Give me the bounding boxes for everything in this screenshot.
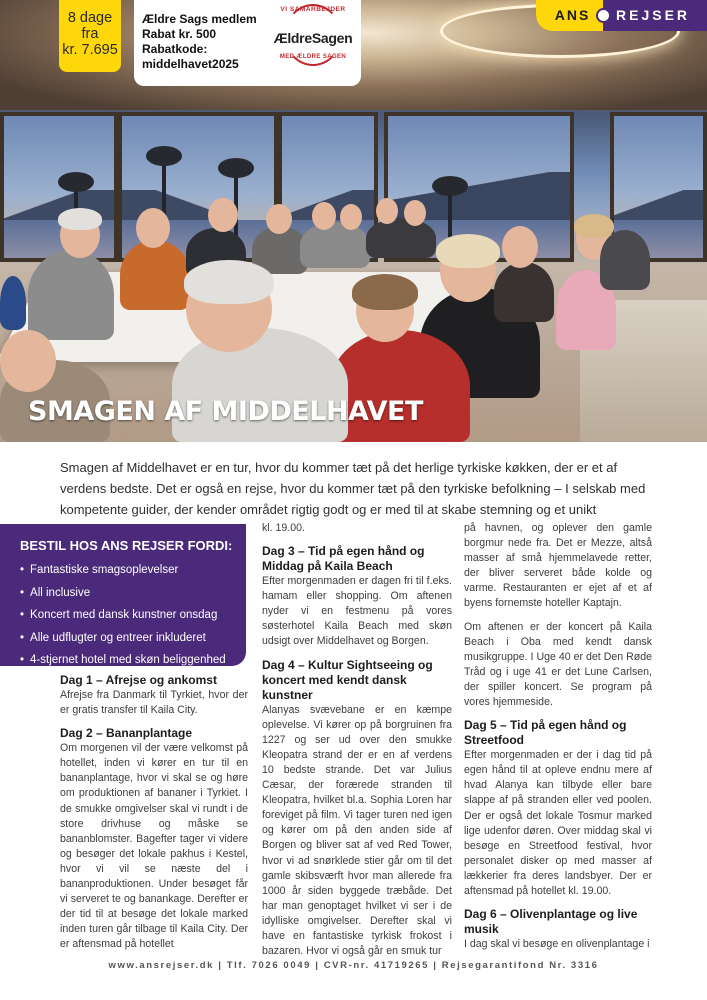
intro-paragraph: Smagen af Middelhavet er en tur, hvor du kommer tæt på det herlige tyrkiske køkken, der er et af verdens bedste. Det er også en rejse, hvor du kommer tæt på den tyrkiske befolkning – I selskab med kompetente guider, der kender området rigtig godt og er med til at skabe stemning og et unikt [60,460,646,517]
logo-ans: ANS [536,0,603,31]
guest-head [136,208,170,248]
why-list-item: • 4-stjernet hotel med skøn beliggenhed [20,649,246,672]
member-line: Ældre Sags medlem [142,12,257,26]
day-3-title: Dag 3 – Tid på egen hånd og Middag på Kaila Beach [262,544,425,574]
guest-head [340,204,362,230]
aeldre-sagen-seal [272,6,354,76]
member-discount-text [142,12,272,72]
itinerary-column-2 [262,521,452,967]
why-list-item: • All inclusive [20,582,246,605]
logo-rejser: REJSER [616,7,691,23]
guest-head [376,198,398,224]
price-badge [59,0,121,72]
guest-head [0,330,56,392]
guest-hair [58,208,102,230]
day-6-text: I dag skal vi besøge en olivenplantage i [464,938,650,951]
why-list-item: • Fantastiske smagsoplevelser [20,559,246,582]
why-list-item: • Koncert med dansk kunstner onsdag [20,604,246,627]
guest-head [266,204,292,234]
guest [120,240,190,310]
ans-rejser-logo [536,0,707,31]
guest-head [404,200,426,226]
guest-head [502,226,538,268]
day-2-text: Om morgenen vil der være velkomst på hotellet, inden vi kører en tur til en bananplantage, hvor vi skal se og høre om produktionen af bananer i Tyrkiet. I de smukke omgivelser skal vi rundt i de store drivhuse og måske se bananblomster. Bagefter tager vi videre og besøger det lokale pakhus i Kestel, hvor vi vil se næste del i bananproduktionen. Under besøget får vi serveret te og banankage. Derefter er der tid til at besøge det lokale marked inden turen går tilbage til Kaila City. Der er aftensmad på hotellet [60,742,248,951]
guest-head [208,198,238,232]
day-6-title: Dag 6 – Olivenplantage og live musik [464,907,638,937]
why-book-box [0,524,246,666]
guest-hair [574,214,614,238]
member-line: Rabatkode: [142,42,208,56]
guest-hair [184,260,274,304]
hero-photo [0,0,707,442]
member-line: Rabat kr. 500 [142,27,217,41]
day-5-title: Dag 5 – Tid på egen hånd og Streetfood [464,718,627,748]
seal-top-text: VI SAMARBEJDER [280,6,346,13]
seal-bottom-text: MED ÆLDRE SAGEN [279,54,347,60]
logo-dot-icon [596,8,611,23]
price-badge-from: fra [81,26,99,42]
day-4-text: Alanyas svævebane er en kæmpe oplevelse. Vi kører op på borgruinen fra 1227 og ser ud over den smukke Kleopatra strand der er en af verdens 10 bedste strande. Det var Julius Cæsar, der forærede stranden til Kleopatra, hvilket bl.a. Sophia Loren har foreviget på film. Vi tager turen ned igen og kører om på den anden side af Borgen og bliver sat af ved Red Tower, hvor vi ad snørklede stier går om til det gamle skibsværft hvor man allerede fra 1000 år siden byggede træbåde. Det har man genoptaget hvilket vi ser i de idylliske omgivelser. Derefter skal vi have en fantastiske tyrkisk frokost i bazaren. Hvor vi også går en smuk tur [262,703,452,958]
day-3-text: Efter morgenmaden er dagen fri til f.eks. hamam eller shopping. Om aftenen nyder vi en festmenu på vores søsterhotel Kaila Beach med skøn udsigt over Middelhavet og Borgen. [262,575,452,648]
guest [366,218,436,258]
guest [0,276,26,330]
itinerary-column-1 [60,673,248,961]
price-badge-price: kr. 7.695 [62,42,118,58]
day-4-concert-text: Om aftenen er der koncert på Kaila Beach i Oba med kendt dansk musikgruppe. I Uge 40 er det Den Røde Tråd og i uge 41 er det Lune Carlsen, der spiller koncert. Se program på vores hjemmeside. [464,620,652,709]
why-list-item: • Alle udflugter og entreer inkluderet [20,627,246,650]
day-1-title: Dag 1 – Afrejse og ankomst [60,673,217,687]
day-5-text: Efter morgenmaden er der i dag tid på egen hånd til at opleve endnu mere af hvad Alanya kan tilbyde eller bare slappe af på stranden eller ved poolen. Der er også det lokale Tosmur marked lige udenfor døren. Over middag skal vi besøge en Streetfood festival, hvor personalet disker op med masser af lækkerier fra deres landsbyer. Der er aftensmad på hotellet kl. 19.00. [464,749,652,897]
itinerary-column-3 [464,521,652,960]
day-4-text-continued: på havnen, og oplever den gamle borgmur nede fra. Det er Mezze, altså masser af små hjemmelavede retter, der bliver serveret både kolde og varme. Restauranten er ejet af et af byens fornemste hoteller Kaptajn. [464,522,652,610]
day-1-text: Afrejse fra Danmark til Tyrkiet, hvor der er gratis transfer til Kaila City. [60,689,248,717]
guest [300,222,370,268]
day-2-title: Dag 2 – Bananplantage [60,726,193,741]
price-badge-days: 8 dage [67,10,113,26]
page-title: SMAGEN AF MIDDELHAVET [28,396,423,427]
guest [494,262,554,322]
discount-code: middelhavet2025 [142,57,239,71]
member-discount-box [134,0,361,86]
guest-hair [352,274,418,310]
guest [600,230,650,290]
window [0,112,118,262]
guest [28,250,114,340]
footer-contact: www.ansrejser.dk | Tlf. 7026 0049 | CVR-nr. 41719265 | Rejsegarantifond Nr. 3316 [108,960,599,971]
why-box-title: BESTIL HOS ANS REJSER FORDI: [20,538,233,553]
day-4-title: Dag 4 – Kultur Sightseeing og koncert med kendt dansk kunstner [262,657,433,702]
guest-head [312,202,336,230]
guest-hair [436,234,500,268]
day-2-text-continued: kl. 19.00. [262,522,305,534]
seal-logo-text: ÆldreSagen [273,30,353,46]
